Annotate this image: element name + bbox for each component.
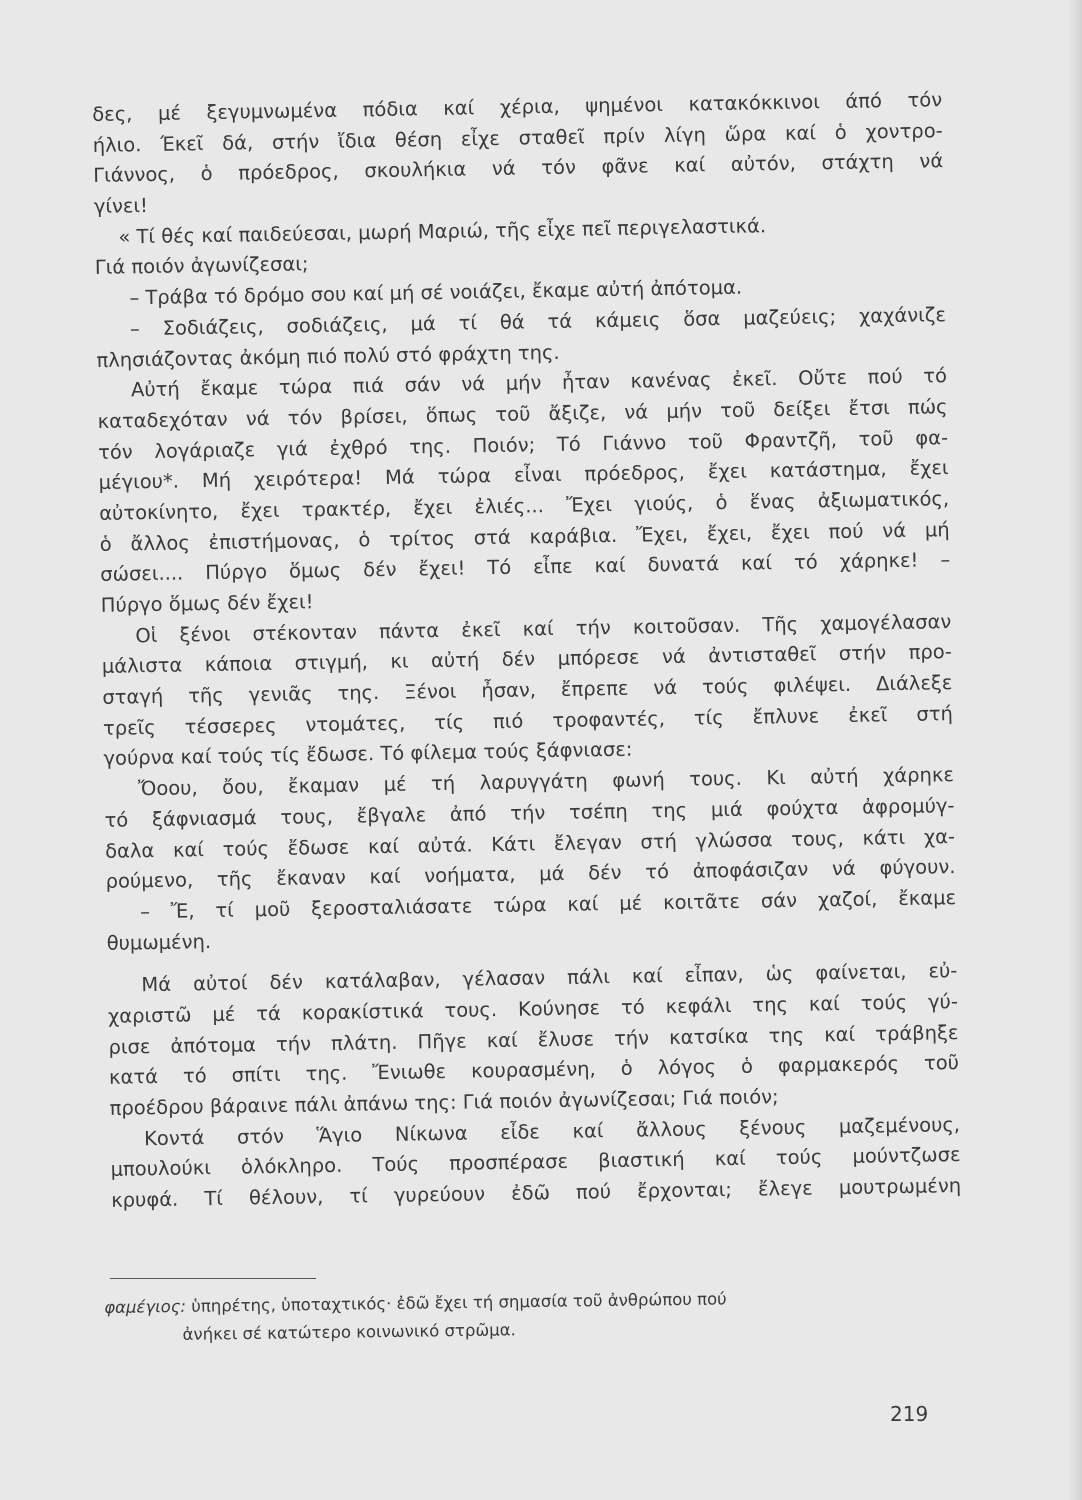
text-line: δες, μέ ξεγυμνωμένα πόδια καί χέρια, ψημένοι κατακόκκινοι άπό τόν bbox=[92, 88, 943, 126]
text-line: « Τί θές καί παιδεύεσαι, μωρή Μαριώ, τῆς εἶχε πεῖ περιγελαστικά. bbox=[118, 214, 767, 249]
text-line: Αὐτή ἔκαμε τώρα πιά σάν νά μήν ἦταν κανένας ἐκεῖ. Οὔτε πού τό bbox=[130, 364, 948, 402]
text-line: – Σοδιάζεις, σοδιάζεις, μά τί θά τά κάμεις ὅσα μαζεύεις; χαχάνιζε bbox=[129, 302, 947, 341]
text-line: – Ἔ, τί μοῦ ξεροσταλιάσατε τώρα καί μέ κοιτᾶτε σάν χαζοί, ἔκαμε bbox=[139, 885, 957, 924]
text-line: δαλα καί τούς ἔδωσε καί αὐτά. Κάτι ἔλεγαν στή γλώσσα τους, κάτι χα- bbox=[104, 824, 956, 863]
footnote-divider bbox=[110, 1278, 316, 1279]
text-line: Μά αὐτοί δέν κατάλαβαν, γέλασαν πάλι καί εἶπαν, ὡς φαίνεται, εὐ- bbox=[141, 959, 958, 997]
text-line: γίνει! bbox=[93, 194, 149, 219]
text-line: τό ξάφνιασμά τους, ἔβγαλε ἀπό τήν τσέπη της μιά φούχτα ἀφρομύγ- bbox=[104, 793, 955, 832]
body-text bbox=[92, 85, 961, 1216]
footnote-line: ἀνήκει σέ κατώτερο κοινωνικό στρῶμα. bbox=[182, 1320, 516, 1344]
text-line: ρισε ἀπότομα τήν πλάτη. Πῆγε καί ἔλυσε τήν κατσίκα της καί τράβηξε bbox=[108, 1020, 959, 1059]
footnote-term: φαμέγιος: bbox=[104, 1296, 187, 1317]
text-line: σταγή τῆς γενιᾶς της. Ξένοι ἦσαν, ἔπρεπε νά τούς φιλέψει. Διάλεξε bbox=[102, 671, 953, 709]
text-line: κρυφά. Τί θέλουν, τί γυρεύουν ἐδῶ πού ἔρχονται; ἔλεγε μουτρωμένη bbox=[111, 1174, 962, 1212]
footnote bbox=[104, 1282, 945, 1350]
text-line: ρούμενο, τῆς ἔκαναν καί νοήματα, μά δέν τό ἀποφάσιζαν νά φύγουν. bbox=[105, 855, 956, 894]
text-line: Γιά ποιόν ἀγωνίζεσαι; bbox=[94, 252, 309, 280]
text-line: θυμωμένη. bbox=[106, 929, 212, 955]
text-line: μέγιου*. Μή χειρότερα! Μά τώρα εἶναι πρόεδρος, ἔχει κατάστημα, ἔχει bbox=[98, 456, 949, 495]
text-line: προέδρου βάραινε πάλι ἀπάνω της: Γιά ποιόν ἀγωνίζεσαι; Γιά ποιόν; bbox=[109, 1085, 779, 1120]
text-line: κατά τό σπίτι της. Ἔνιωθε κουρασμένη, ὁ λόγος ὁ φαρμακερός τοῦ bbox=[108, 1051, 960, 1090]
text-line: ήλιο. Έκεῖ δά, στήν ἴδια θέση εἶχε σταθεῖ πρίν λίγη ὥρα καί ὁ χοντρο- bbox=[92, 118, 943, 157]
text-line: σώσει.... Πύργο ὅμως δέν ἔχει! Τό εἶπε καί δυνατά καί τό χάρηκε! – bbox=[100, 548, 951, 587]
text-line: Πύργο ὅμως δέν ἔχει! bbox=[100, 590, 314, 617]
page-number: 219 bbox=[890, 1402, 929, 1426]
text-line: ὁ ἄλλος ἐπιστήμονας, ὁ τρίτος στά καράβια. Ἔχει, ἔχει, ἔχει πού νά μή bbox=[99, 517, 950, 556]
text-line: – Τράβα τό δρόμο σου καί μή σέ νοιάζει, ἔκαμε αὐτή ἀπότομα. bbox=[129, 275, 743, 310]
text-line: χαριστῶ μέ τά κορακίστικά τους. Κούνησε τό κεφάλι της καί τούς γύ- bbox=[107, 989, 959, 1028]
text-line: Κοντά στόν Ἅγιο Νίκωνα εἶδε καί ἄλλους ξένους μαζεμένους, bbox=[143, 1112, 961, 1150]
text-line: τόν λογάριαζε γιά ἐχθρό της. Ποιόν; Τό Γιάννο τοῦ Φραντζῆ, τοῦ φα- bbox=[97, 425, 949, 464]
text-line: γούρνα καί τούς τίς ἔδωσε. Τό φίλεμα τούς ξάφνιασε: bbox=[103, 738, 633, 771]
text-line: Οἱ ξένοι στέκονταν πάντα ἐκεῖ καί τήν κοιτοῦσαν. Τῆς χαμογέλασαν bbox=[135, 609, 952, 648]
text-line: μάλιστα κάποια στιγμή, κι αὐτή δέν μπόρεσε νά ἀντισταθεῖ στήν προ- bbox=[101, 640, 952, 679]
text-line: τρεῖς τέσσερες ντομάτες, τίς πιό τροφαντές, τίς ἔπλυνε ἐκεῖ στή bbox=[102, 701, 954, 740]
text-line: πλησιάζοντας ἀκόμη πιό πολύ στό φράχτη της. bbox=[96, 340, 560, 372]
text-line: Γιάννος, ὁ πρόεδρος, σκουλήκια νά τόν φᾶνε καί αὐτόν, στάχτη νά bbox=[93, 149, 944, 188]
footnote-definition: ὑπηρέτης, ὑποταχτικός· ἐδῶ ἔχει τή σημασία τοῦ ἀνθρώπου πού bbox=[191, 1289, 727, 1316]
text-line: μπουλούκι ὁλόκληρο. Τούς προσπέρασε βιαστική καί τούς μούντζωσε bbox=[110, 1143, 961, 1182]
text-line: αὐτοκίνητο, ἔχει τρακτέρ, ἔχει ἐλιές... Ἔχει γιούς, ὁ ἕνας ἀξιωματικός, bbox=[99, 487, 950, 525]
text-line: Ὄοου, ὄου, ἔκαμαν μέ τή λαρυγγάτη φωνή τους. Κι αὐτή χάρηκε bbox=[137, 763, 955, 801]
text-line: καταδεχόταν νά τόν βρίσει, ὅπως τοῦ ἄξιζε, νά μήν τοῦ δείξει ἔτσι πώς bbox=[97, 394, 948, 433]
